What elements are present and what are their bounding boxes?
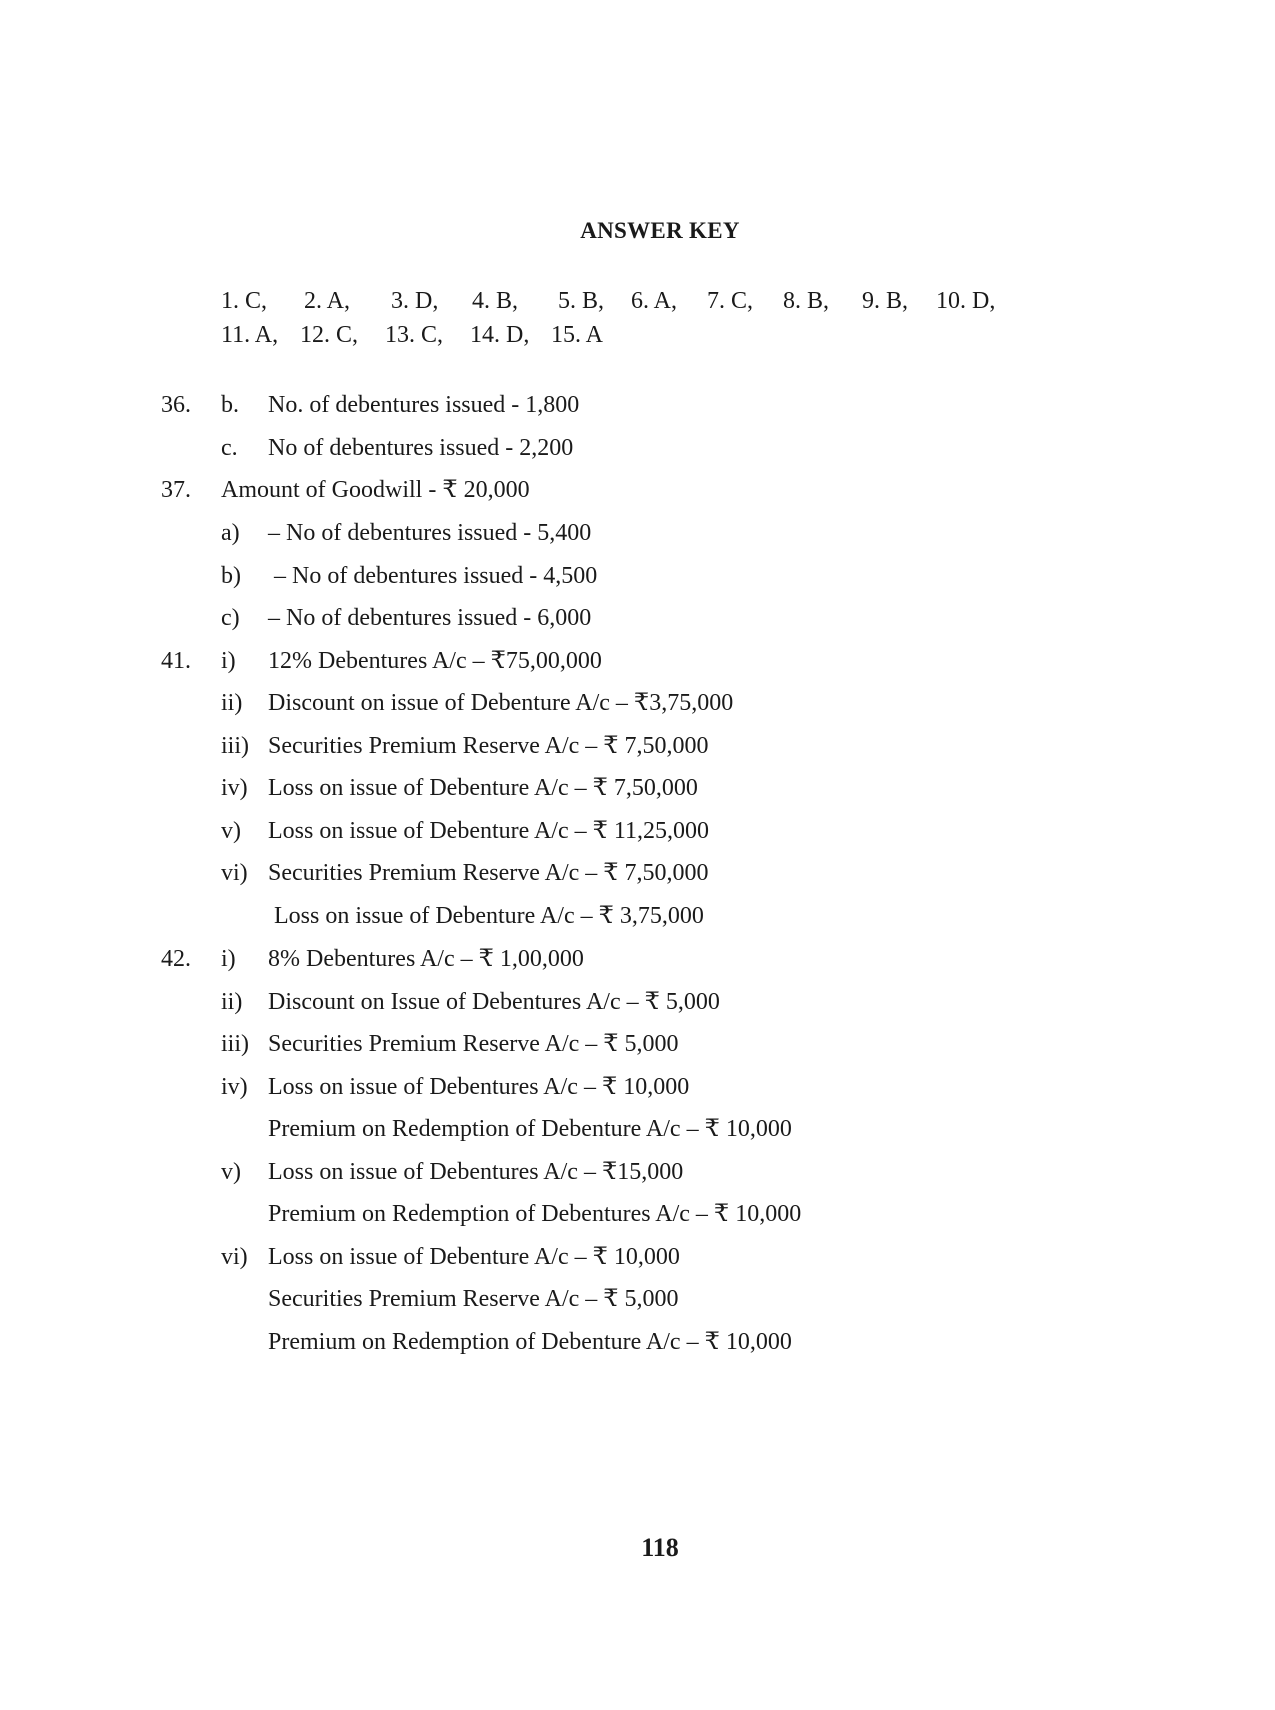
page-number: 118 xyxy=(641,1533,679,1562)
mcq-answer: 2. A, xyxy=(304,288,351,314)
sub-label: vi) xyxy=(221,860,248,886)
sub-label: i) xyxy=(221,648,236,674)
answer-text: Loss on issue of Debenture A/c – ₹ 11,25,000 xyxy=(268,818,709,844)
mcq-answer: 12. C, xyxy=(300,322,359,348)
answer-text: 8% Debentures A/c – ₹ 1,00,000 xyxy=(268,946,584,972)
page-title: ANSWER KEY xyxy=(580,218,740,243)
answer-text: Premium on Redemption of Debenture A/c – ₹ 10,000 xyxy=(268,1329,792,1355)
answer-text: Securities Premium Reserve A/c – ₹ 7,50,000 xyxy=(268,860,709,886)
sub-label: b) xyxy=(221,563,241,589)
mcq-answers-line-2 xyxy=(221,322,603,349)
answer-text: Securities Premium Reserve A/c – ₹ 5,000 xyxy=(268,1031,679,1057)
sub-label: a) xyxy=(221,520,240,546)
answer-text: Premium on Redemption of Debentures A/c – ₹ 10,000 xyxy=(268,1201,802,1227)
mcq-answer: 14. D, xyxy=(470,322,530,348)
mcq-answer: 7. C, xyxy=(707,288,754,314)
sub-label: iv) xyxy=(221,775,248,801)
answer-text: Securities Premium Reserve A/c – ₹ 7,50,000 xyxy=(268,733,709,759)
answer-text: Amount of Goodwill - ₹ 20,000 xyxy=(221,477,530,503)
answer-text: Loss on issue of Debenture A/c – ₹ 10,000 xyxy=(268,1244,680,1270)
answer-text: Discount on issue of Debenture A/c – ₹3,75,000 xyxy=(268,690,734,716)
sub-label: ii) xyxy=(221,989,243,1015)
mcq-answers-line-1 xyxy=(221,288,995,315)
answer-text: Loss on issue of Debentures A/c – ₹ 10,000 xyxy=(268,1074,690,1100)
answer-text: Loss on issue of Debenture A/c – ₹ 3,75,000 xyxy=(268,903,704,929)
mcq-answer: 10. D, xyxy=(936,288,996,314)
mcq-answer: 13. C, xyxy=(385,322,444,348)
answer-text: Loss on issue of Debentures A/c – ₹15,000 xyxy=(268,1159,684,1185)
sub-label: c. xyxy=(221,435,238,461)
answer-text: No. of debentures issued - 1,800 xyxy=(268,392,580,418)
question-number: 37. xyxy=(161,477,191,503)
mcq-answer: 3. D, xyxy=(391,288,439,314)
answer-text: Discount on Issue of Debentures A/c – ₹ 5,000 xyxy=(268,989,720,1015)
sub-label: iii) xyxy=(221,1031,249,1057)
sub-label: c) xyxy=(221,605,240,631)
mcq-answer: 4. B, xyxy=(472,288,519,314)
mcq-answer: 8. B, xyxy=(783,288,830,314)
answer-text: – No of debentures issued - 4,500 xyxy=(268,563,598,589)
sub-label: ii) xyxy=(221,690,243,716)
answer-text: – No of debentures issued - 6,000 xyxy=(268,605,592,631)
answer-text: 12% Debentures A/c – ₹75,00,000 xyxy=(268,648,602,674)
mcq-answer: 9. B, xyxy=(862,288,909,314)
answer-text: Premium on Redemption of Debenture A/c – ₹ 10,000 xyxy=(268,1116,792,1142)
question-number: 41. xyxy=(161,648,191,674)
question-number: 42. xyxy=(161,946,191,972)
mcq-answer: 1. C, xyxy=(221,288,268,314)
mcq-answer: 5. B, xyxy=(558,288,605,314)
answer-text: Loss on issue of Debenture A/c – ₹ 7,50,000 xyxy=(268,775,698,801)
sub-label: iii) xyxy=(221,733,249,759)
sub-label: vi) xyxy=(221,1244,248,1270)
mcq-answer: 6. A, xyxy=(631,288,678,314)
sub-label: v) xyxy=(221,1159,241,1185)
sub-label: iv) xyxy=(221,1074,248,1100)
sub-label: v) xyxy=(221,818,241,844)
question-number: 36. xyxy=(161,392,191,418)
answer-text: – No of debentures issued - 5,400 xyxy=(268,520,592,546)
sub-label: b. xyxy=(221,392,239,418)
mcq-answer: 15. A xyxy=(551,322,604,348)
answer-text: Securities Premium Reserve A/c – ₹ 5,000 xyxy=(268,1286,679,1312)
sub-label: i) xyxy=(221,946,236,972)
mcq-answer: 11. A, xyxy=(221,322,279,348)
answer-text: No of debentures issued - 2,200 xyxy=(268,435,574,461)
